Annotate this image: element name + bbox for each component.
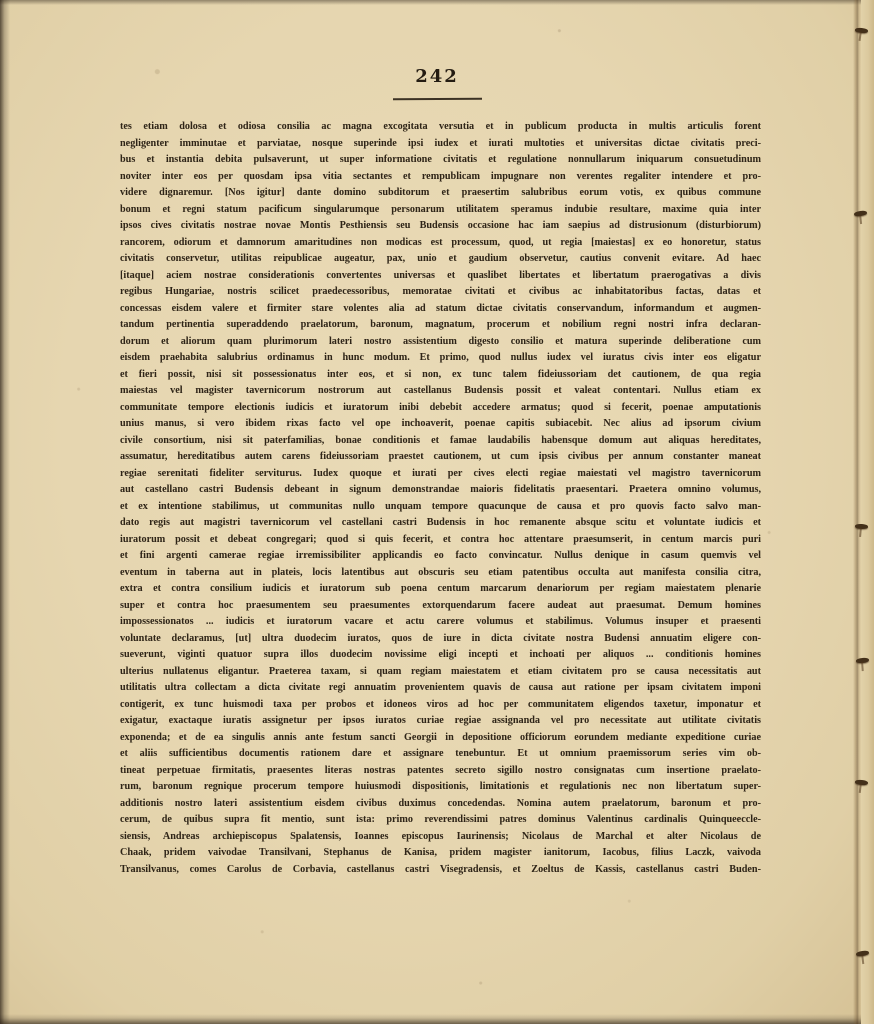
- text-line: eventum in taberna aut in plateis, locis latentibus aut obscuris seu etiam patentibus occulta aut manifesta consilia citra,: [120, 566, 761, 578]
- text-line: contigerit, ex tunc huismodi taxa per probos et idoneos viros ad hoc per communitatem eligendos taxetur, imponatur et: [120, 698, 761, 710]
- text-line: rancorem, odiorum et damnorum amaritudines non modicas est processum, quod, ut regia [maiestas] ex eo honoretur, status: [120, 236, 761, 248]
- text-line: super et contra hoc praesumentem seu praesumentes extorquendarum facere audeat aut praesumat. Demum homines: [120, 599, 761, 611]
- text-line: bonum et regni statum pacificum singularumque personarum utilitatem speramus indubie resultare, maxime quia inter: [120, 203, 761, 215]
- text-line: noviter inter eos per quosdam ipsa vitia sectantes et rempublicam impugnare non verentes regaliter intendere et pro-: [120, 170, 761, 182]
- text-line: maiestas vel magister tavernicorum nostrorum aut castellanus Budensis possit et valeat contentari. Nullus etiam ex: [120, 385, 761, 396]
- text-line: tineat perpetuae firmitatis, praesentes literas nostras patentes secreto sigillo nostro consignatas cum insertione praelato-: [120, 764, 761, 776]
- text-line: negligenter imminutae et parviatae, nosque superinde ipsi iudex et iurati multoties et universitas dictae civitatis preci-: [120, 137, 761, 149]
- bottom-edge-shadow: [0, 1014, 874, 1024]
- text-line: utilitatis ultra collectam a dicta civitate regi annuatim provenientem quavis de causa aut ratione per ipsam civitatem imponi: [120, 682, 761, 693]
- text-line: cerum, de quibus supra fit mentio, sunt ista: primo reverendissimi patres dominus Valentinus cardinalis Quinqueeccle-: [120, 814, 761, 825]
- text-line: regiae serenitati fideliter serviturus. Iudex quoque et iurati per cives electi regiae maiestati vel magistro tavernicorum: [120, 467, 761, 479]
- text-line: additionis nostro lateri assistentium eisdem civibus duximus concedendas. Nomina autem praelatorum, baronum et pro-: [120, 797, 761, 809]
- text-line: civitatis conservetur, utilitas reipublicae augeatur, pax, unio et gaudium observetur, cautius convenit evitare. Ad haec: [120, 253, 761, 264]
- text-line: Chaak, pridem vaivodae Transilvani, Stephanus de Kanisa, pridem magister ianitorum, Iacobus, filius Laczk, vaivoda: [120, 847, 761, 858]
- text-line: unius manus, si vero ibidem rixas facto vel ope inchoaverit, poenae capitis subiacebit. Nec alius ad ipsorum civium: [120, 418, 761, 429]
- text-line: siensis, Andreas archiepiscopus Spalatensis, Ioannes episcopus Iaurinensis; Nicolaus de Marchal et alter Nicolaus de: [120, 830, 761, 842]
- text-line: extra et contra consilium iudicis et iuratorum sub poena centum marcarum denariorum per regiam maiestatem plenarie: [120, 583, 761, 594]
- text-line: tes etiam dolosa et odiosa consilia ac magna excogitata versutia et in publicum producta in multis articulis forent: [120, 121, 761, 132]
- text-line: Transilvanus, comes Carolus de Corbavia, castellanus castri Visegradensis, et Zoeltus de Kassis, castellanus castri Buden-: [120, 863, 761, 875]
- page-fold-crease: [853, 0, 861, 1024]
- left-edge-shadow: [0, 0, 10, 1024]
- page-number-rule: [393, 98, 482, 101]
- text-line: iuratorum possit et debeat congregari; quod si quis fecerit, et contra hoc attentare praesumserit, in centum marcis puri: [120, 533, 761, 545]
- text-line: eisdem praehabita salubrius ordinamus in hunc modum. Et primo, quod nullus iudex vel iuratus civis inter eos eligatur: [120, 352, 761, 363]
- text-line: assumatur, hereditatibus autem carens fideiussoriam praestet cautionem, ut cum ipsis civibus per annum constanter maneat: [120, 451, 761, 462]
- text-line: tandum pertinentia superaddendo praelatorum, baronum, magnatum, procerum et nobilium regni nostri infra declaran-: [120, 319, 761, 330]
- text-line: exigatur, exactaque iuratis assignetur per ipsos iuratos curiae regiae assignanda vel pro necessitate aut utilitate civitatis: [120, 715, 761, 726]
- text-line: sueverunt, viginti quatuor supra illos duodecim novissime eligi incepti et inchoati per aliquos ... conditionis homines: [120, 649, 761, 660]
- text-line: [itaque] aciem nostrae considerationis convertentes universas et quaslibet libertates et libertatum praerogativas a divis: [120, 269, 761, 281]
- top-edge-shadow: [0, 0, 874, 5]
- text-line: civile consortium, nisi sit paterfamilias, bonae conditionis et famae laudabilis habensque domum aut aliquas hereditates,: [120, 434, 761, 446]
- text-line: rum, baronum regnique procerum tempore huiusmodi dispositionis, limitationis et regulationis nec non libertatum super-: [120, 781, 761, 792]
- page-number: 242: [415, 66, 459, 87]
- text-line: aut castellano castri Budensis debeant in signum demonstrandae maioris fidelitatis praesentari. Praetera omnino volumus,: [120, 484, 761, 495]
- right-page-edge: [861, 0, 874, 1024]
- text-line: impossessionatos ... iudicis et iuratorum vacare et actu carere volumus et stabilimus. Volumus insuper et praesenti: [120, 616, 761, 627]
- text-line: ulterius nullatenus eligantur. Praeterea taxam, si quam regiam maiestatem et etiam civitatem pro se causa necessitatis aut: [120, 665, 761, 677]
- text-line: voluntate declaramus, [ut] ultra duodecim iuratos, quos de iure in dicta civitate nostra Budensi annuatim eligere con-: [120, 632, 761, 644]
- text-line: ipsos cives civitatis nostrae novae Montis Pesthiensis seu Budensis occasione hac iam saepius ad distrusionum (disturbiorum): [120, 220, 761, 231]
- text-line: communitate tempore electionis iudicis et iuratorum inibi debebit accedere armatus; quod si fecerit, poenae amputationis: [120, 401, 761, 413]
- text-line: exponenda; et de ea singulis annis ante festum sancti Georgii in depositione officiorum eorundem mediante expeditione curiae: [120, 731, 761, 743]
- text-line: dato regis aut magistri tavernicorum vel castellani castri Budensis in hoc remanente absque scitu et voluntate iudicis et: [120, 517, 761, 528]
- text-line: et aliis sufficientibus documentis rationem dare et assignare tenebuntur. Et ut omnium praemissorum series vim ob-: [120, 748, 761, 759]
- text-line: et fieri possit, nisi sit possessionatus inter eos, et si non, ex tunc talem fideiussoriam det cautionem, de qua regia: [120, 368, 761, 380]
- body-text-block: [120, 119, 761, 878]
- text-line: bus et instantia debita pulsaverunt, ut super informatione civitatis et regulatione nonnullarum iniquarum consuetudinum: [120, 154, 761, 165]
- text-line: et fini argenti camerae regiae irremissibiliter applicandis eo facto convincatur. Nullus denique in casum quemvis vel: [120, 550, 761, 561]
- text-line: videre dignaremur. [Nos igitur] dante domino subditorum et praesertim salubribus eorum votis, ex quibus commune: [120, 187, 761, 198]
- text-line: concessas eisdem valere et firmiter stare volentes alia ad statum dictae civitatis conservandum, informandum et augmen-: [120, 302, 761, 314]
- text-line: regibus Hungariae, nostris scilicet praedecessoribus, memoratae civitati et civibus ac inhabitatoribus factas, datas et: [120, 286, 761, 297]
- text-line: dorum et aliorum quam plurimorum lateri nostro assistentium digesto consilio et matura superinde deliberatione cum: [120, 335, 761, 347]
- text-line: et ex intentione stabilimus, ut communitas nullo unquam tempore quacunque de causa et pro quovis facto salvo man-: [120, 500, 761, 512]
